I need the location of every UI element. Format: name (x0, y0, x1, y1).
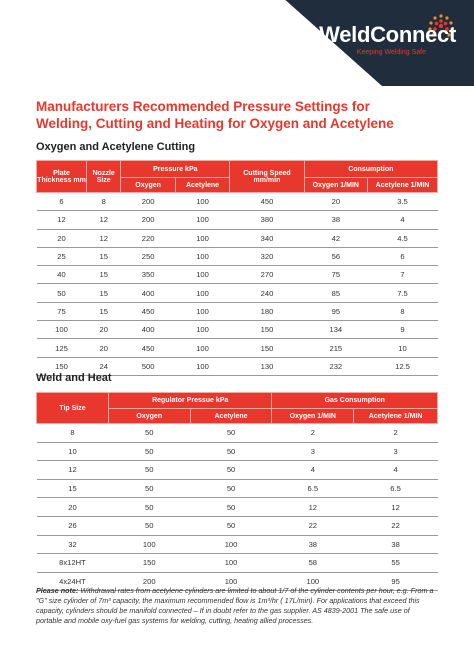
table-cell: 6 (367, 247, 437, 265)
table-cell: 100 (175, 302, 229, 320)
table-cell: 50 (108, 424, 190, 443)
table-cell: 55 (354, 554, 438, 573)
table-cell: 50 (108, 479, 190, 498)
table-cell: 10 (367, 339, 437, 357)
table-cell: 215 (304, 339, 367, 357)
col-consumption: Consumption (304, 161, 437, 178)
table-cell: 38 (272, 535, 354, 554)
table-cell: 100 (190, 535, 272, 554)
table-cell: 20 (86, 339, 120, 357)
note-text: Withdrawal rates from acetylene cylinders are limited to about 1/7 of the cylinder contents per hour, e.g. From a "G" size cylinder of 7m³ capacity, the maximum recommended flow is 1m³/hr ( 17L/min). For applications that exceed this capacity, cylinders should be manifold connected – If in doubt refer to the gas supplier. AS 4839-2001 The safe use of portable and mobile oxy-fuel gas systems for welding, cutting, heating allied processes. (36, 586, 434, 625)
table-row (37, 554, 438, 573)
col-tip-size: Tip Size (37, 393, 109, 424)
table-cell: 50 (190, 516, 272, 535)
table-cell: 380 (230, 211, 304, 229)
table-row (37, 498, 438, 517)
table-cell: 8 (37, 424, 109, 443)
table-cell: 12 (272, 498, 354, 517)
col-acetylene-min: Acetylene 1/MIN (367, 178, 437, 193)
table-cell: 6.5 (354, 479, 438, 498)
table-cell: 150 (230, 339, 304, 357)
table-cell: 12 (37, 461, 109, 480)
table-cell: 9 (367, 321, 437, 339)
table-cell: 100 (175, 266, 229, 284)
table-cell: 6 (37, 193, 87, 211)
table-cell: 56 (304, 247, 367, 265)
cutting-table (36, 160, 438, 376)
table-cell: 100 (175, 247, 229, 265)
table-cell: 125 (37, 339, 87, 357)
table-cell: 50 (190, 424, 272, 443)
table-cell: 12 (37, 211, 87, 229)
table-cell: 100 (175, 321, 229, 339)
weld-heat-table (36, 392, 438, 591)
table-cell: 12 (86, 229, 120, 247)
col-oxygen-min: Oxygen 1/MIN (304, 178, 367, 193)
table-cell: 75 (304, 266, 367, 284)
table-cell: 7 (367, 266, 437, 284)
table-cell: 130 (230, 357, 304, 375)
table-cell: 400 (121, 321, 175, 339)
table-cell: 50 (190, 442, 272, 461)
col-nozzle-size: Nozzle Size (86, 161, 120, 193)
table-cell: 75 (37, 302, 87, 320)
table-cell: 232 (304, 357, 367, 375)
table-cell: 50 (108, 498, 190, 517)
col-oxygen-min: Oxygen 1/MIN (272, 409, 354, 424)
table-cell: 100 (175, 211, 229, 229)
table-row (37, 247, 438, 265)
table-cell: 450 (230, 193, 304, 211)
table-cell: 7.5 (367, 284, 437, 302)
table-row (37, 266, 438, 284)
table-row (37, 535, 438, 554)
table-cell: 85 (304, 284, 367, 302)
brand (319, 22, 456, 56)
table-cell: 3.5 (367, 193, 437, 211)
table-cell: 150 (230, 321, 304, 339)
table-cell: 220 (121, 229, 175, 247)
table-cell: 8x12HT (37, 554, 109, 573)
table-cell: 100 (108, 535, 190, 554)
table-cell: 200 (108, 572, 190, 591)
table-cell: 240 (230, 284, 304, 302)
table-cell: 8 (367, 302, 437, 320)
table-cell: 10 (37, 442, 109, 461)
table-cell: 20 (304, 193, 367, 211)
table-cell: 200 (121, 193, 175, 211)
table-cell: 50 (190, 461, 272, 480)
table-cell: 12.5 (367, 357, 437, 375)
col-plate-thickness: Plate Thickness mm (37, 161, 87, 193)
table-cell: 100 (175, 229, 229, 247)
brand-tagline: Keeping Welding Safe (356, 49, 426, 56)
table-cell: 3 (272, 442, 354, 461)
table-row (37, 284, 438, 302)
note-label: Please note: (36, 586, 79, 595)
table-row (37, 516, 438, 535)
table-cell: 100 (175, 193, 229, 211)
table-cell: 15 (37, 479, 109, 498)
table-cell: 20 (37, 229, 87, 247)
table-cell: 180 (230, 302, 304, 320)
table-cell: 200 (121, 211, 175, 229)
table-cell: 4.5 (367, 229, 437, 247)
table-cell: 4 (354, 461, 438, 480)
table-cell: 100 (272, 572, 354, 591)
table-cell: 6.5 (272, 479, 354, 498)
table-cell: 22 (354, 516, 438, 535)
brand-name: WeldConnect (319, 22, 456, 47)
table-cell: 50 (190, 479, 272, 498)
table-row (37, 461, 438, 480)
table-cell: 400 (121, 284, 175, 302)
table-cell: 95 (304, 302, 367, 320)
section-title-weld-heat: Weld and Heat (36, 372, 112, 384)
col-regulator-pressure: Regulator Pressue kPa (108, 393, 272, 409)
table-row (37, 193, 438, 211)
table-cell: 50 (190, 498, 272, 517)
table-cell: 50 (108, 442, 190, 461)
table-cell: 25 (37, 247, 87, 265)
table-cell: 38 (304, 211, 367, 229)
table-cell: 100 (175, 339, 229, 357)
table-cell: 50 (108, 461, 190, 480)
col-cutting-speed: Cutting Speed mm/min (230, 161, 304, 193)
table-cell: 350 (121, 266, 175, 284)
table-row (37, 211, 438, 229)
table-cell: 32 (37, 535, 109, 554)
table-row (37, 302, 438, 320)
table-cell: 450 (121, 339, 175, 357)
table-cell: 20 (37, 498, 109, 517)
table-cell: 2 (272, 424, 354, 443)
table-cell: 4 (272, 461, 354, 480)
table-cell: 15 (86, 247, 120, 265)
table-cell: 58 (272, 554, 354, 573)
table-cell: 250 (121, 247, 175, 265)
table-cell: 42 (304, 229, 367, 247)
table-cell: 24 (86, 357, 120, 375)
table-cell: 95 (354, 572, 438, 591)
table-cell: 500 (121, 357, 175, 375)
table-cell: 100 (190, 572, 272, 591)
table-cell: 12 (86, 211, 120, 229)
table-cell: 15 (86, 302, 120, 320)
table-row (37, 229, 438, 247)
table-cell: 40 (37, 266, 87, 284)
table-cell: 134 (304, 321, 367, 339)
table-cell: 38 (354, 535, 438, 554)
table-cell: 26 (37, 516, 109, 535)
table-row (37, 442, 438, 461)
table-cell: 8 (86, 193, 120, 211)
table-cell: 320 (230, 247, 304, 265)
table-cell: 50 (37, 284, 87, 302)
table-cell: 150 (37, 357, 87, 375)
col-pressure: Pressure kPa (121, 161, 230, 178)
table-cell: 2 (354, 424, 438, 443)
table-row (37, 321, 438, 339)
table-cell: 12 (354, 498, 438, 517)
col-gas-consumption: Gas Consumption (272, 393, 438, 409)
col-oxygen: Oxygen (121, 178, 175, 193)
col-acetylene-min: Acetylene 1/MIN (354, 409, 438, 424)
table-cell: 340 (230, 229, 304, 247)
table-cell: 20 (86, 321, 120, 339)
table-cell: 100 (175, 357, 229, 375)
page-title: Manufacturers Recommended Pressure Settings for Welding, Cutting and Heating for Oxygen and Acetylene (36, 99, 394, 131)
table-cell: 22 (272, 516, 354, 535)
table-cell: 15 (86, 266, 120, 284)
table-cell: 50 (108, 516, 190, 535)
col-oxygen: Oxygen (108, 409, 190, 424)
table-row (37, 424, 438, 443)
table-cell: 270 (230, 266, 304, 284)
table-cell: 100 (190, 554, 272, 573)
col-acetylene: Acetylene (190, 409, 272, 424)
table-cell: 100 (175, 284, 229, 302)
table-row (37, 339, 438, 357)
table-cell: 100 (37, 321, 87, 339)
table-cell: 150 (108, 554, 190, 573)
table-row (37, 479, 438, 498)
table-cell: 4 (367, 211, 437, 229)
table-cell: 450 (121, 302, 175, 320)
footnote (36, 586, 436, 626)
table-cell: 15 (86, 284, 120, 302)
section-title-cutting: Oxygen and Acetylene Cutting (36, 141, 196, 153)
col-acetylene: Acetylene (175, 178, 229, 193)
table-cell: 4x24HT (37, 572, 109, 591)
table-cell: 3 (354, 442, 438, 461)
